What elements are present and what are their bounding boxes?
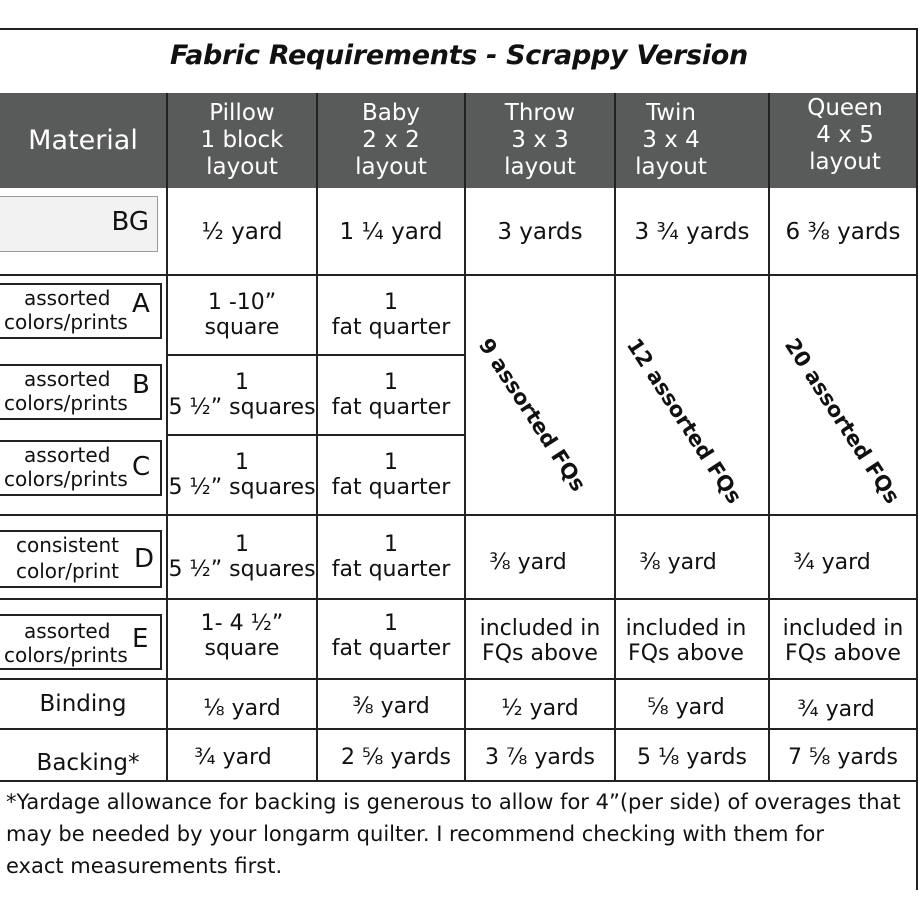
header-pillow bbox=[168, 93, 316, 188]
cell-d-queen bbox=[770, 516, 894, 608]
cell-e-baby bbox=[318, 600, 464, 672]
cell-backing-baby bbox=[326, 730, 466, 784]
table-title: Fabric Requirements - Scrappy Version bbox=[170, 40, 748, 71]
header-twin-line2: 3 x 4 bbox=[642, 127, 700, 153]
cell-text: 3 ¾ yards bbox=[634, 218, 750, 245]
cell-backing-queen bbox=[770, 730, 916, 784]
header-twin bbox=[616, 93, 726, 188]
cell-e-twin bbox=[616, 600, 756, 682]
cell-text: 2 ⅝ yards bbox=[341, 744, 451, 770]
cell-text: ⅜ yard bbox=[489, 549, 567, 575]
header-material bbox=[0, 93, 166, 188]
cell-text: 7 ⅝ yards bbox=[788, 744, 898, 770]
header-twin-line3: layout bbox=[635, 154, 707, 180]
cell-text: 3 ⅞ yards bbox=[485, 744, 595, 770]
cell-d-pillow bbox=[168, 516, 316, 598]
header-throw-line3: layout bbox=[504, 154, 576, 180]
cell-text: fat quarter bbox=[331, 475, 451, 500]
backing-label bbox=[0, 736, 176, 790]
cell-text: 5 ½” squares bbox=[168, 395, 316, 420]
header-throw bbox=[466, 93, 614, 188]
cell-text: ¾ yard bbox=[793, 549, 871, 575]
cell-text: Backing* bbox=[36, 749, 140, 776]
cell-binding-twin bbox=[616, 680, 756, 734]
cell-text: fat quarter bbox=[331, 315, 451, 340]
cell-text: 1 bbox=[384, 611, 398, 636]
cell-text: ⅜ yard bbox=[352, 693, 430, 719]
cell-text: 1 bbox=[235, 370, 249, 395]
material-letter-c: C bbox=[132, 452, 151, 482]
footnote-line3: exact measurements first. bbox=[6, 854, 283, 878]
header-baby-line3: layout bbox=[355, 154, 427, 180]
cell-bg-baby bbox=[318, 190, 464, 274]
fq-note-twin: 12 assorted FQs bbox=[621, 334, 747, 508]
cell-d-twin bbox=[616, 516, 740, 608]
cell-text: fat quarter bbox=[331, 636, 451, 661]
cell-text: 1 -10” bbox=[207, 290, 277, 315]
cell-text: fat quarter bbox=[331, 395, 451, 420]
cell-text: 5 ½” squares bbox=[168, 475, 316, 500]
cell-bg-throw bbox=[466, 190, 614, 274]
material-letter-d: D bbox=[134, 544, 155, 574]
header-twin-line1: Twin bbox=[645, 100, 697, 126]
material-label-a bbox=[0, 283, 162, 339]
cell-text: 1 bbox=[384, 370, 398, 395]
header-pillow-line2: 1 block bbox=[200, 127, 284, 153]
cell-text: FQs above bbox=[482, 641, 598, 666]
header-baby-line2: 2 x 2 bbox=[362, 127, 420, 153]
material-label-b bbox=[0, 364, 162, 420]
footnote-line1: *Yardage allowance for backing is generous to allow for 4”(per side) of overages that bbox=[6, 790, 901, 814]
cell-text: ½ yard bbox=[501, 695, 579, 721]
cell-text: ⅝ yard bbox=[647, 694, 725, 720]
backing-footnote bbox=[6, 786, 911, 882]
cell-binding-pillow bbox=[168, 680, 316, 736]
header-material-label: Material bbox=[28, 125, 138, 156]
material-a-line2: colors/prints bbox=[4, 310, 128, 334]
cell-e-throw bbox=[466, 600, 614, 682]
material-b-line2: colors/prints bbox=[4, 391, 128, 415]
cell-text: 5 ½” squares bbox=[168, 557, 316, 582]
header-queen bbox=[772, 88, 918, 183]
cell-text: ½ yard bbox=[201, 218, 283, 245]
cell-b-baby bbox=[318, 356, 464, 434]
material-letter-a: A bbox=[132, 289, 150, 319]
material-d-line1: consistent bbox=[16, 533, 119, 557]
cell-text: 1 bbox=[235, 450, 249, 475]
cell-d-baby bbox=[318, 516, 464, 598]
material-c-line1: assorted bbox=[24, 443, 111, 467]
header-throw-line2: 3 x 3 bbox=[511, 127, 569, 153]
cell-text: ¾ yard bbox=[194, 744, 272, 770]
cell-backing-throw bbox=[466, 730, 614, 784]
fq-note-queen: 20 assorted FQs bbox=[779, 334, 905, 508]
cell-text: included in bbox=[479, 616, 601, 641]
cell-binding-baby bbox=[318, 680, 464, 732]
cell-text: Binding bbox=[39, 690, 127, 717]
cell-text: FQs above bbox=[628, 641, 744, 666]
cell-text: ¾ yard bbox=[797, 696, 875, 722]
cell-bg-pillow bbox=[168, 190, 316, 274]
material-d-line2: color/print bbox=[16, 559, 119, 583]
cell-text: 1 bbox=[235, 532, 249, 557]
header-queen-line3: layout bbox=[809, 149, 881, 175]
material-e-line2: colors/prints bbox=[4, 643, 128, 667]
material-c-line2: colors/prints bbox=[4, 467, 128, 491]
cell-text: square bbox=[204, 636, 280, 661]
header-pillow-line3: layout bbox=[206, 154, 278, 180]
material-letter-b: B bbox=[132, 370, 150, 400]
cell-text: 5 ⅛ yards bbox=[637, 744, 747, 770]
cell-backing-pillow bbox=[168, 730, 298, 784]
header-queen-line2: 4 x 5 bbox=[816, 122, 874, 148]
cell-text: square bbox=[204, 315, 280, 340]
cell-text: 1 ¼ yard bbox=[339, 218, 443, 245]
footnote-line2: may be needed by your longarm quilter. I recommend checking with them for bbox=[6, 822, 825, 846]
fq-note-throw: 9 assorted FQs bbox=[473, 334, 591, 496]
material-letter-bg: BG bbox=[111, 207, 149, 237]
material-letter-e: E bbox=[132, 624, 149, 654]
material-label-d bbox=[0, 530, 162, 588]
cell-text: included in bbox=[782, 616, 904, 641]
material-a-line1: assorted bbox=[24, 286, 111, 310]
cell-text: 1 bbox=[384, 532, 398, 557]
cell-bg-queen bbox=[770, 190, 916, 274]
header-baby bbox=[318, 93, 464, 188]
cell-text: FQs above bbox=[785, 641, 901, 666]
cell-c-baby bbox=[318, 436, 464, 514]
cell-text: 6 ⅜ yards bbox=[785, 218, 901, 245]
header-pillow-line1: Pillow bbox=[209, 100, 275, 126]
header-throw-line1: Throw bbox=[504, 100, 576, 126]
cell-text: fat quarter bbox=[331, 557, 451, 582]
cell-text: 1 bbox=[384, 450, 398, 475]
top-rule bbox=[0, 28, 918, 30]
cell-bg-twin bbox=[616, 190, 768, 274]
cell-a-pillow bbox=[168, 276, 316, 354]
cell-e-pillow bbox=[168, 600, 316, 672]
cell-text: ⅜ yard bbox=[639, 549, 717, 575]
cell-e-queen bbox=[770, 600, 916, 682]
header-queen-line1: Queen bbox=[807, 95, 883, 121]
cell-text: 1- 4 ½” bbox=[200, 611, 284, 636]
cell-b-pillow bbox=[168, 356, 316, 434]
cell-a-baby bbox=[318, 276, 464, 354]
cell-text: 3 yards bbox=[497, 218, 583, 245]
material-label-bg bbox=[0, 196, 158, 252]
cell-text: ⅛ yard bbox=[203, 695, 281, 721]
material-label-c bbox=[0, 440, 162, 496]
header-baby-line1: Baby bbox=[361, 100, 421, 126]
cell-text: 1 bbox=[384, 290, 398, 315]
binding-label bbox=[0, 680, 166, 728]
cell-text: included in bbox=[625, 616, 747, 641]
material-b-line1: assorted bbox=[24, 367, 111, 391]
cell-c-pillow bbox=[168, 436, 316, 514]
material-e-line1: assorted bbox=[24, 619, 111, 643]
cell-backing-twin bbox=[616, 730, 768, 784]
cell-d-throw bbox=[466, 516, 590, 608]
cell-binding-throw bbox=[466, 680, 614, 736]
material-label-e bbox=[0, 614, 162, 670]
